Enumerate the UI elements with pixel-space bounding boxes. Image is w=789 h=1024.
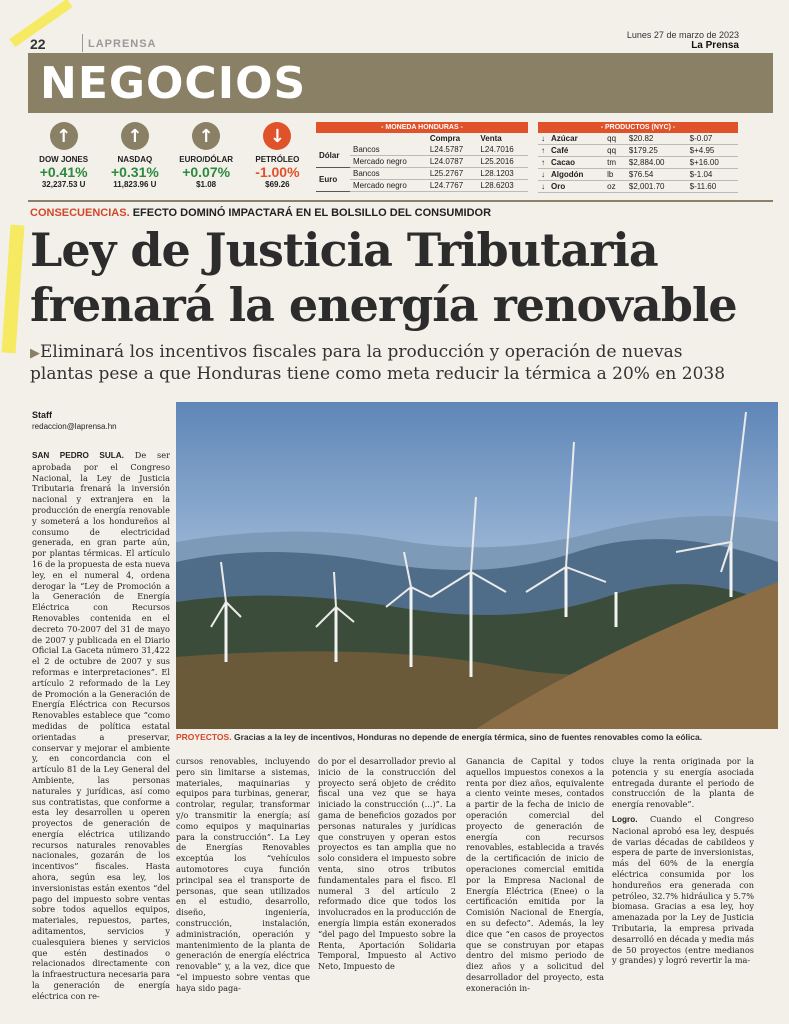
headline [30,223,770,333]
kicker [30,207,491,219]
article-column-4 [466,756,604,1018]
cell: Bancos [350,144,427,156]
cell: Mercado negro [350,180,427,192]
cell: Azúcar [548,133,604,145]
cell: L25.2016 [477,156,528,168]
products-table-title: - PRODUCTOS (NYC) - [538,122,738,133]
cell: lb [604,169,626,181]
cell: qq [604,145,626,157]
paper-name: La Prensa [691,40,739,51]
ticker-eurusd [171,122,242,197]
byline-email: redaccion@laprensa.hn [32,422,117,431]
col-header: Venta [480,134,502,143]
cell: L28.6203 [477,180,528,192]
market-tickers [28,122,313,197]
products-table [538,122,738,193]
caption-label: PROYECTOS. [176,732,232,742]
divider [82,34,83,52]
cell: qq [604,133,626,145]
cell: L24.7016 [477,144,528,156]
cell: Cacao [548,157,604,169]
body-text: De ser aprobada por el Congreso Nacional, la Ley de Justicia Tributaria frenará la inversión nacional y extranjera en la producción de energía renovable y someterá a los hondureños al consumo de electricidad generada, en gran parte aún, por plantas térmicas. El artículo 16 de la propuesta de esta nueva ley, en el numeral 4, ordena derogar la “Ley de Promoción a la Generación de Energía Eléctrica con Recursos Renovables contenida en el decreto 70-2007 del 31 de mayo de 2007 y publicada en el Diario Oficial La Gaceta número 31,422 el 2 de octubre de 2007 y sus reformas e interpretaciones”. El artículo 2 reformado de la Ley de Promoción a la Generación de Energía Eléctrica con Recursos Renovables establece que “como medidas de política estatal orientadas a preservar, conservar y mejorar el ambiente y, en concordancia con el artículo 81 de la Ley General del Ambiente, las personas naturales y jurídicas, así como sus contratistas, que conforme a esta ley desarrollen u operen proyectos de generación de energía eléctrica utilizando recursos naturales renovables nacionales, gozarán de los incentivos” fiscales. Hasta ahora, según esa ley, los inversionistas están exentos “del pago del impuesto sobre ventas sobre todos aquellos equipos, materiales, repuestos, partes, aditamentos, servicios y cualesquiera bienes y servicios que estén destinados o relacionados directamente con la infraestructura necesaria para la generación de energía eléctrica con re- [32,450,170,1001]
cell: $+16.00 [687,157,738,169]
cell: oz [604,181,626,193]
cell: $-11.60 [687,181,738,193]
section-tag: LAPRENSA [88,38,157,50]
arrow-up-icon: ↑ [538,157,548,169]
ticker-value: 32,237.53 U [41,180,86,189]
subheadline [30,342,750,385]
cell: $179.25 [626,145,687,157]
cell: $+4.95 [687,145,738,157]
ticker-change: +0.07% [182,164,231,180]
arrow-down-icon: ↓ [538,133,548,145]
currency-table-title: - MONEDA HONDURAS - [316,122,528,133]
cell: $-1.04 [687,169,738,181]
body-text: Cuando el Congreso Nacional aprobó esa ley, después de varias décadas de cabildeos y espera de parte de inversionistas, más del 60% de la energía eléctrica consumida por los hondureños era generada con petróleo, 32.7% hidráulica y 5.7% biomasa. Gracias a esa ley, hoy amenazada por la Ley de Justicia Tributaria, la empresa privada desarrolló en década y media más de 50 proyectos (entre medianos y grandes) y logró revertir la ma- [612,813,754,966]
ticker-name: EURO/DÓLAR [179,155,234,164]
headline-line: Ley de Justicia Tributaria [30,223,658,277]
cell: tm [604,157,626,169]
article-column-1 [32,450,170,1018]
issue-date: Lunes 27 de marzo de 2023 [626,30,739,40]
byline: Staff [32,410,52,420]
ticker-dow [28,122,99,197]
col-header: Compra [429,134,461,143]
triangle-icon: ▶ [30,346,40,361]
cell: Oro [548,181,604,193]
currency-name: Euro [316,168,350,192]
subheadline-text: Eliminará los incentivos fiscales para la producción y operación de nuevas plantas pese a que Honduras tiene como meta reducir la térmica a 20% en 2038 [30,342,726,384]
wind-farm-photo [176,402,778,729]
arrow-up-icon: ↑ [121,122,149,150]
arrow-up-icon: ↑ [192,122,220,150]
cell: L25.2767 [427,168,478,180]
body-text: cursos renovables, incluyendo pero sin limitarse a sistemas, materiales, maquinarias y equipos para turbinas, generar, controlar, regular, transformar y/o transmitir la energía; así como equipos y maquinarias para la construcción”. La Ley de Energías Renovables exceptúa los “vehículos automotores cuya función principal sea el transporte de personas, que sean utilizados en el estudio, desarrollo, diseño, ingeniería, construcción, instalación, administración, operación y mantenimiento de la planta de generación de energía eléctrica renovable” y, a la vez, dice que “el impuesto sobre ventas que haya sido paga- [176,756,310,993]
ticker-name: PETRÓLEO [255,155,300,164]
table-row [538,157,738,169]
arrow-up-icon: ↑ [538,145,548,157]
ticker-value: 11,823.96 U [113,180,157,189]
cell: $-0.07 [687,133,738,145]
table-row [316,168,528,180]
body-text: Ganancia de Capital y todos aquellos impuestos conexos a la renta por diez años, equivalente a ciento veinte meses, contados a partir de la fecha de inicio de operación comercial del proyecto de generación de energía con recursos renovables, establecida a través de la certificación de inicio de operaciones comercial emitida por la Empresa Nacional de Energía Eléctrica (Enee) o la certificación emitida por la Comisión Nacional de Energía, en su defecto”. Además, la ley dice que “en casos de proyectos que se construyan por etapas dentro del mismo periodo de diez años y a solicitud del desarrollador del proyecto, esta exoneración in- [466,756,604,993]
table-row [538,169,738,181]
ticker-name: DOW JONES [39,155,89,164]
table-row [538,181,738,193]
article-column-5 [612,756,754,1018]
section-banner [28,53,773,113]
cell: $20.82 [626,133,687,145]
article-column-3 [318,756,456,1018]
ticker-name: NASDAQ [117,155,153,164]
table-row [316,144,528,156]
table-row [538,145,738,157]
cell: $76.54 [626,169,687,181]
arrow-down-icon: ↓ [538,181,548,193]
subhead: Logro. [612,814,638,824]
cell: $2,884.00 [626,157,687,169]
cell: L24.7767 [427,180,478,192]
ticker-oil [242,122,313,197]
ticker-change: -1.00% [255,164,300,180]
arrow-up-icon: ↑ [50,122,78,150]
divider [28,200,773,202]
cell: Mercado negro [350,156,427,168]
ticker-nasdaq [99,122,170,197]
cell: Café [548,145,604,157]
kicker-label: CONSECUENCIAS. [30,207,130,219]
ticker-value: $1.08 [196,180,217,189]
ticker-change: +0.41% [39,164,88,180]
body-text: cluye la renta originada por la potencia y su energía asociada entregada durante el periodo de construcción de la planta de energía renovable”. [612,756,754,810]
photo-caption [176,732,776,742]
dateline: SAN PEDRO SULA. [32,451,124,460]
arrow-down-icon: ↓ [538,169,548,181]
cell: $2,001.70 [626,181,687,193]
caption-text: Gracias a la ley de incentivos, Honduras no depende de energía térmica, sino de fuentes renovables como la eólica. [233,732,703,742]
cell: L28.1203 [477,168,528,180]
headline-line: frenará la energía renovable [30,278,737,332]
currency-name: Dólar [316,144,350,168]
currency-table [316,122,528,192]
cell: Algodón [548,169,604,181]
page-number: 22 [30,36,46,52]
table-row [538,133,738,145]
ticker-change: +0.31% [110,164,159,180]
ticker-value: $69.26 [265,180,290,189]
article-column-2 [176,756,310,1018]
cell: L24.5787 [427,144,478,156]
arrow-down-icon: ↓ [263,122,291,150]
cell: Bancos [350,168,427,180]
section-title: NEGOCIOS [40,57,307,109]
cell: L24.0787 [427,156,478,168]
kicker-text: EFECTO DOMINÓ IMPACTARÁ EN EL BOLSILLO DEL CONSUMIDOR [132,207,492,219]
body-text: do por el desarrollador previo al inicio de la construcción del proyecto será objeto de crédito fiscal una vez que se haya iniciado la construcción (...)”. La gama de beneficios gozados por personas naturales y jurídicas que construyen y operan estos proyectos es tan amplia que no solo considera el impuesto sobre venta, sino otros tributos fundamentales para el fisco. El numeral 3 del artículo 2 reformado dice que todos los involucrados en la producción de energía limpia están exonerados “del pago del Impuesto sobre la Renta, Aportación Solidaria Temporal, Impuesto al Activo Neto, Impuesto de [318,756,456,972]
highlighter-mark [2,225,25,354]
